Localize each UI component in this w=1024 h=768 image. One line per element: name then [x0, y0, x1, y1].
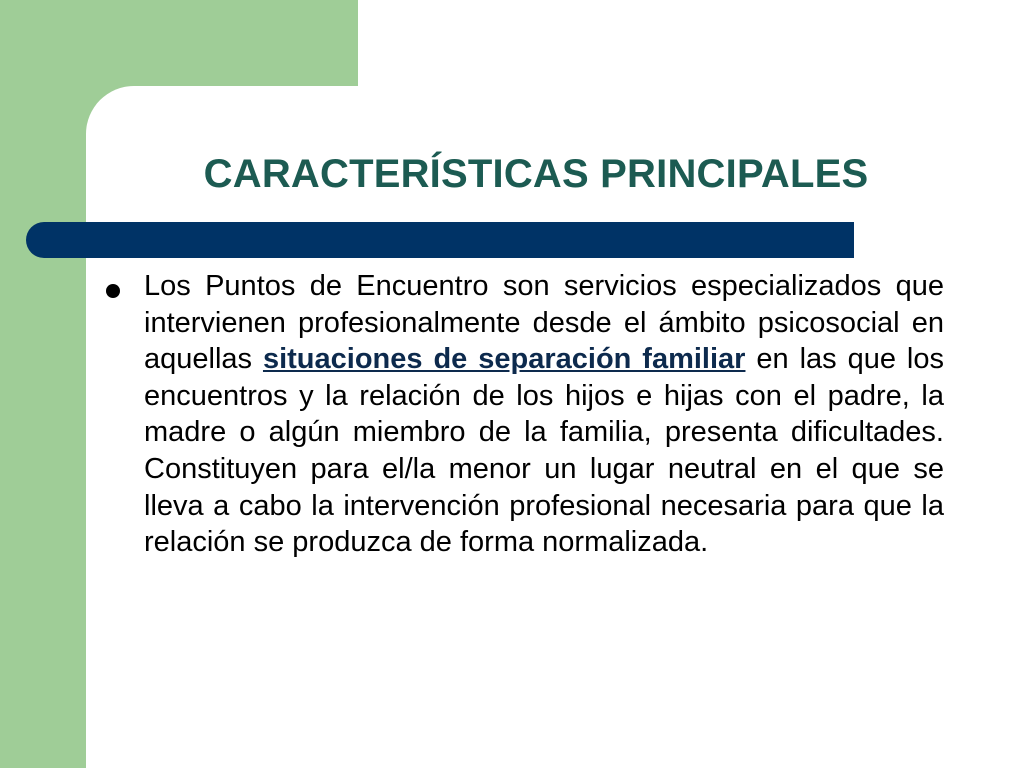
- bullet-paragraph: [144, 268, 944, 561]
- bullet-text-after: en las que los encuentros y la relación de los hijos e hijas con el padre, la madre o algún miembro de la familia, presenta dificultades. Constituyen para el/la menor un lugar neutral en el que se lleva a cabo la intervención profesional necesaria para que la relación se produzca de forma normalizada.: [144, 343, 944, 559]
- bullet-emphasis: situaciones de separación familiar: [262, 343, 746, 376]
- slide-title: CARACTERÍSTICAS PRINCIPALES: [203, 152, 869, 196]
- decorative-title-bar: [26, 222, 854, 258]
- bullet-text-before: Los Puntos de Encuentro son servicios especializados que intervienen profesionalmente desde el ámbito psicosocial en aquellas: [144, 270, 944, 376]
- bullet-dot-icon: [106, 284, 120, 298]
